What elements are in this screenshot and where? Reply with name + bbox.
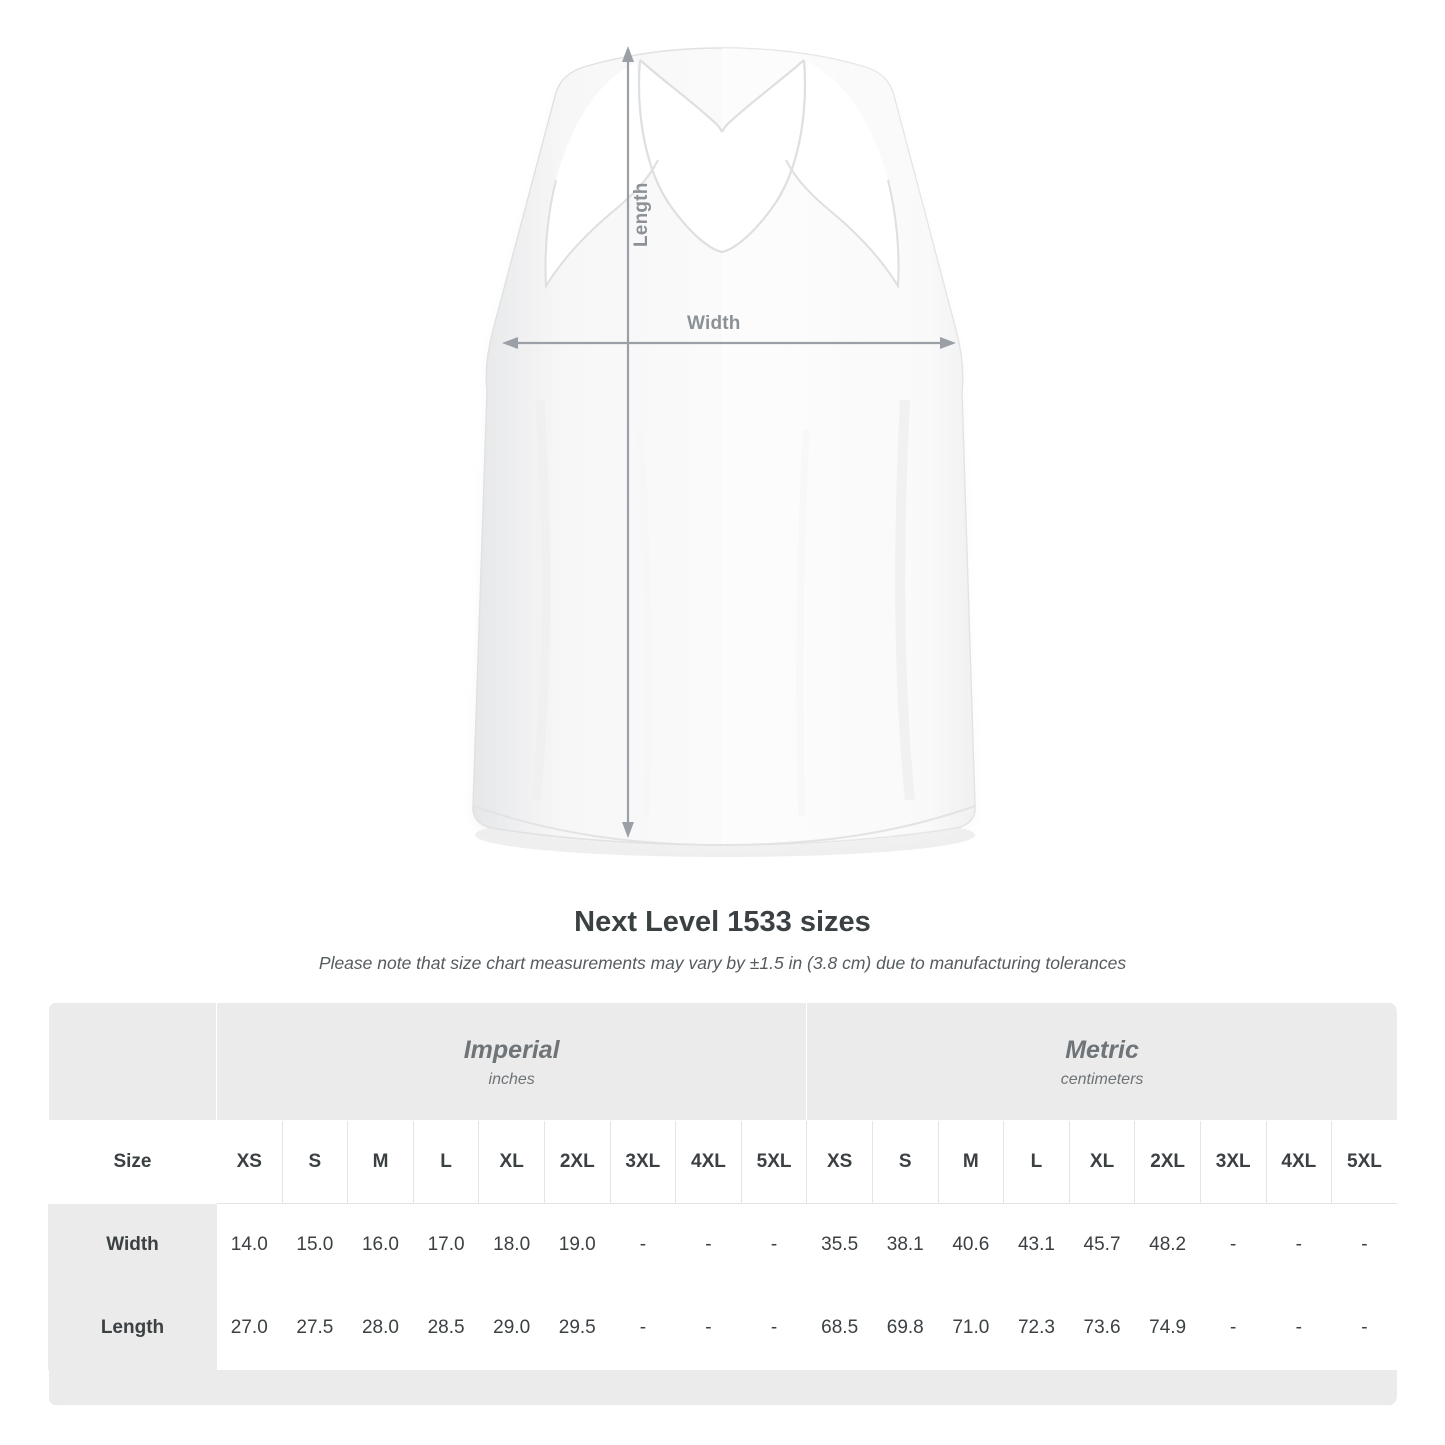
size-header-row [49, 1121, 1398, 1204]
cell-width-imperial-xl: 18.0 [479, 1204, 545, 1287]
cell-width-metric-xl: 45.7 [1069, 1204, 1135, 1287]
cell-length-metric-m: 71.0 [938, 1287, 1004, 1370]
cell-length-imperial-l: 28.5 [413, 1287, 479, 1370]
metric-header [807, 1003, 1397, 1121]
size-header-metric-5xl: 5XL [1332, 1121, 1397, 1204]
size-table-container [48, 1002, 1397, 1406]
cell-length-imperial-xs: 27.0 [217, 1287, 283, 1370]
size-table [48, 1002, 1397, 1406]
size-header-metric-3xl: 3XL [1200, 1121, 1266, 1204]
unit-header-spacer [49, 1003, 217, 1121]
table-row-length [49, 1287, 1398, 1370]
imperial-header [217, 1003, 807, 1121]
tolerance-note: Please note that size chart measurements may vary by ±1.5 in (3.8 cm) due to manufacturing tolerances [318, 953, 1127, 973]
title-block [0, 906, 1445, 974]
size-header-metric-xl: XL [1069, 1121, 1135, 1204]
row-label-length: Length [49, 1287, 217, 1370]
cell-length-imperial-4xl: - [676, 1287, 742, 1370]
cell-length-metric-2xl: 74.9 [1135, 1287, 1201, 1370]
size-header-imperial-m: M [348, 1121, 414, 1204]
cell-length-imperial-m: 28.0 [348, 1287, 414, 1370]
cell-length-metric-xl: 73.6 [1069, 1287, 1135, 1370]
table-footer-row [49, 1370, 1398, 1406]
cell-length-imperial-s: 27.5 [282, 1287, 348, 1370]
imperial-sublabel: inches [488, 1071, 535, 1089]
size-header-metric-m: M [938, 1121, 1004, 1204]
table-row-width [49, 1204, 1398, 1287]
cell-width-imperial-l: 17.0 [413, 1204, 479, 1287]
cell-length-metric-xs: 68.5 [807, 1287, 873, 1370]
table-footer-spacer [49, 1370, 1398, 1406]
size-header-imperial-xs: XS [217, 1121, 283, 1204]
size-header-imperial-4xl: 4XL [676, 1121, 742, 1204]
cell-length-metric-s: 69.8 [872, 1287, 938, 1370]
cell-width-imperial-3xl: - [610, 1204, 676, 1287]
cell-width-metric-m: 40.6 [938, 1204, 1004, 1287]
size-header-imperial-xl: XL [479, 1121, 545, 1204]
width-dimension-label: Width [687, 313, 741, 334]
size-header-imperial-2xl: 2XL [544, 1121, 610, 1204]
metric-label: Metric [1065, 1035, 1139, 1064]
cell-length-imperial-3xl: - [610, 1287, 676, 1370]
cell-width-metric-l: 43.1 [1004, 1204, 1070, 1287]
size-header-metric-2xl: 2XL [1135, 1121, 1201, 1204]
cell-width-imperial-s: 15.0 [282, 1204, 348, 1287]
cell-width-imperial-5xl: - [741, 1204, 807, 1287]
cell-width-metric-xs: 35.5 [807, 1204, 873, 1287]
cell-width-imperial-4xl: - [676, 1204, 742, 1287]
cell-length-metric-3xl: - [1200, 1287, 1266, 1370]
cell-width-imperial-xs: 14.0 [217, 1204, 283, 1287]
cell-width-metric-4xl: - [1266, 1204, 1332, 1287]
cell-length-metric-4xl: - [1266, 1287, 1332, 1370]
cell-length-metric-5xl: - [1332, 1287, 1397, 1370]
length-dimension-label: Length [631, 182, 652, 247]
row-label-width: Width [49, 1204, 217, 1287]
size-header-imperial-l: L [413, 1121, 479, 1204]
cell-length-imperial-xl: 29.0 [479, 1287, 545, 1370]
metric-sublabel: centimeters [1060, 1071, 1144, 1089]
size-header-metric-s: S [872, 1121, 938, 1204]
cell-width-imperial-m: 16.0 [348, 1204, 414, 1287]
imperial-label: Imperial [463, 1035, 560, 1064]
size-header-metric-l: L [1004, 1121, 1070, 1204]
cell-width-metric-s: 38.1 [872, 1204, 938, 1287]
size-header-imperial-s: S [282, 1121, 348, 1204]
cell-width-metric-3xl: - [1200, 1204, 1266, 1287]
size-header-imperial-3xl: 3XL [610, 1121, 676, 1204]
size-header-metric-4xl: 4XL [1266, 1121, 1332, 1204]
cell-width-metric-5xl: - [1332, 1204, 1397, 1287]
cell-width-imperial-2xl: 19.0 [544, 1204, 610, 1287]
unit-header-row [49, 1003, 1398, 1121]
size-header-metric-xs: XS [807, 1121, 873, 1204]
cell-length-metric-l: 72.3 [1004, 1287, 1070, 1370]
size-row-label: Size [49, 1121, 217, 1204]
size-header-imperial-5xl: 5XL [741, 1121, 807, 1204]
cell-length-imperial-5xl: - [741, 1287, 807, 1370]
page-title: Next Level 1533 sizes [574, 906, 871, 938]
cell-width-metric-2xl: 48.2 [1135, 1204, 1201, 1287]
cell-length-imperial-2xl: 29.5 [544, 1287, 610, 1370]
